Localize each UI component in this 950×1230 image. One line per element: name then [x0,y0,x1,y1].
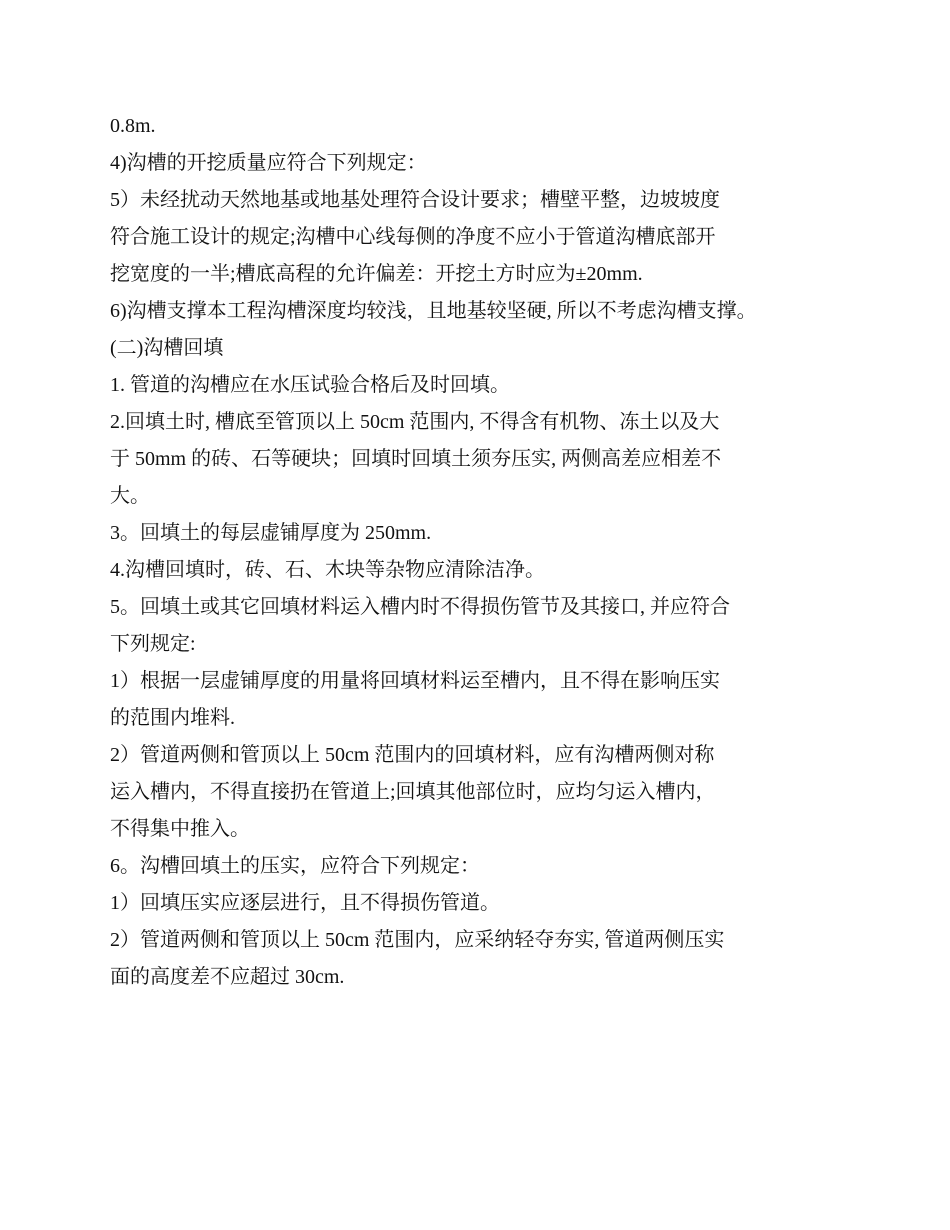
text-line: 挖宽度的一半;槽底高程的允许偏差：开挖土方时应为±20mm. [110,263,643,285]
text-line: 3。回填土的每层虚铺厚度为 250mm. [110,522,432,544]
text-line: 2）管道两侧和管顶以上 50cm 范围内的回填材料，应有沟槽两侧对称 [110,744,715,766]
text-line: 5。回填土或其它回填材料运入槽内时不得损伤管节及其接口, 并应符合 [110,596,730,618]
text-line: 0.8m. [110,115,156,137]
text-line: 于 50mm 的砖、石等硬块；回填时回填土须夯压实, 两侧高差应相差不 [110,448,722,470]
text-line: 6。沟槽回填土的压实，应符合下列规定： [110,855,480,877]
text-line: 的范围内堆料. [110,707,235,729]
text-line: 4)沟槽的开挖质量应符合下列规定： [110,152,427,174]
section-heading: (二)沟槽回填 [110,337,224,359]
text-line: 符合施工设计的规定;沟槽中心线每侧的净度不应小于管道沟槽底部开 [110,226,716,248]
text-line: 大。 [110,485,150,507]
text-line: 运入槽内，不得直接扔在管道上;回填其他部位时，应均匀运入槽内， [110,781,716,803]
text-line: 5）未经扰动天然地基或地基处理符合设计要求；槽壁平整，边坡坡度 [110,189,720,211]
text-line: 面的高度差不应超过 30cm. [110,966,345,988]
text-line: 下列规定: [110,633,196,655]
text-line: 6)沟槽支撑本工程沟槽深度均较浅，且地基较坚硬, 所以不考虑沟槽支撑。 [110,300,757,322]
text-line: 1. 管道的沟槽应在水压试验合格后及时回填。 [110,374,510,396]
text-line: 不得集中推入。 [110,818,250,840]
text-line: 1）根据一层虚铺厚度的用量将回填材料运至槽内，且不得在影响压实 [110,670,720,692]
text-line: 2）管道两侧和管顶以上 50cm 范围内，应采纳轻夺夯实, 管道两侧压实 [110,929,725,951]
text-line: 2.回填土时, 槽底至管顶以上 50cm 范围内, 不得含有机物、冻土以及大 [110,411,720,433]
text-line: 1）回填压实应逐层进行，且不得损伤管道。 [110,892,500,914]
document-body [110,108,850,996]
text-line: 4.沟槽回填时，砖、石、木块等杂物应清除洁净。 [110,559,545,581]
